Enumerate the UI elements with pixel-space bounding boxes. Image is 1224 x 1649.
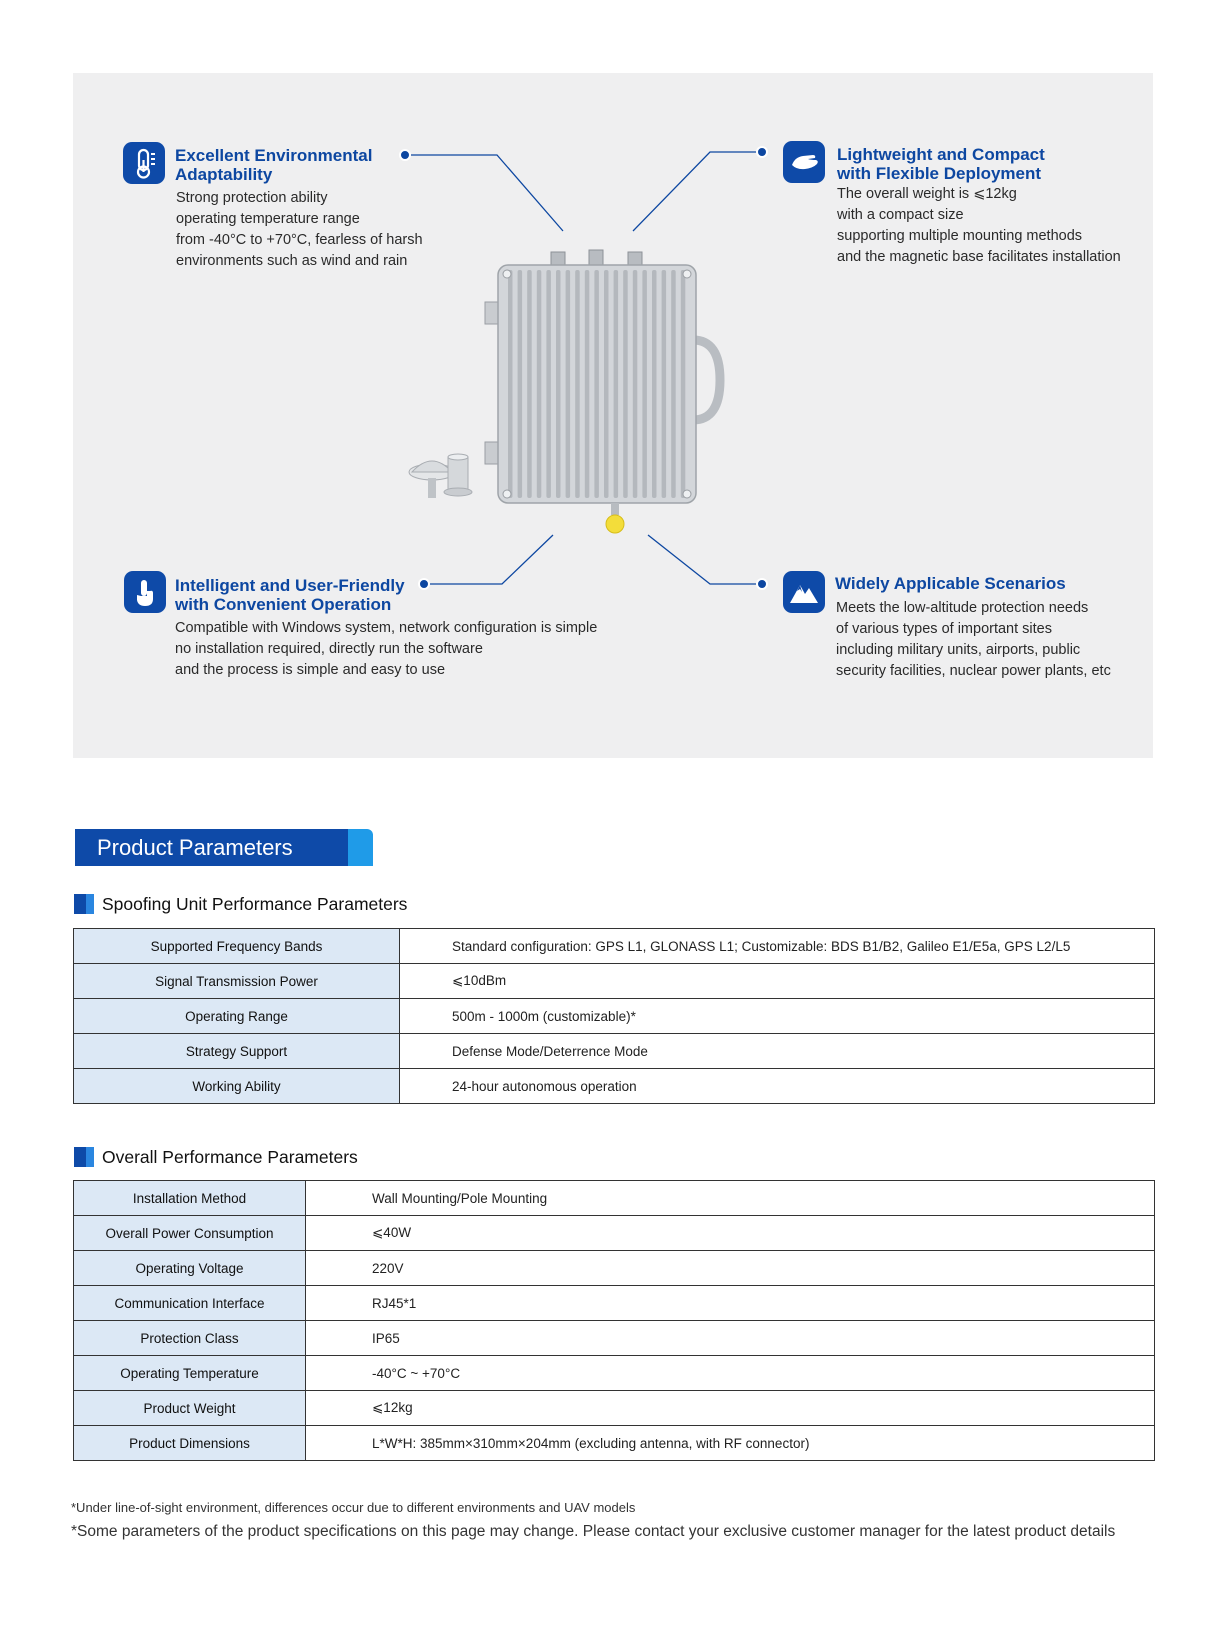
param-value: ⩽12kg (306, 1391, 1155, 1426)
spoofing-heading-text: Spoofing Unit Performance Parameters (102, 894, 408, 914)
feature-desc-line: Compatible with Windows system, network configuration is simple (175, 620, 598, 636)
table-row (74, 1181, 1155, 1216)
feature-desc-line: security facilities, nuclear power plants, etc (836, 663, 1111, 679)
feature-title (837, 145, 1045, 183)
table-row (74, 964, 1155, 999)
feature-desc-line: operating temperature range (176, 211, 360, 227)
param-value: ⩽40W (306, 1216, 1155, 1251)
overall-heading-text: Overall Performance Parameters (102, 1147, 358, 1167)
feature-title-line: Widely Applicable Scenarios (835, 574, 1066, 593)
param-label: Operating Temperature (74, 1356, 306, 1391)
feature-desc-line: including military units, airports, public (836, 642, 1081, 658)
table-row (74, 1286, 1155, 1321)
feature-desc-line: Strong protection ability (176, 190, 328, 206)
table-row (74, 1034, 1155, 1069)
param-label: Working Ability (74, 1069, 400, 1104)
param-value: RJ45*1 (306, 1286, 1155, 1321)
param-value: -40°C ~ +70°C (306, 1356, 1155, 1391)
thermometer-icon (123, 142, 165, 184)
table-row (74, 1069, 1155, 1104)
param-label: Product Weight (74, 1391, 306, 1426)
feature-description (176, 188, 423, 272)
feature-desc-line: supporting multiple mounting methods (837, 228, 1083, 244)
param-value: Defense Mode/Deterrence Mode (400, 1034, 1155, 1069)
feature-desc-line: with a compact size (837, 207, 964, 223)
param-value: 220V (306, 1251, 1155, 1286)
feature-description (836, 598, 1111, 682)
param-value: 24-hour autonomous operation (400, 1069, 1155, 1104)
feature-desc-line: environments such as wind and rain (176, 253, 408, 269)
feature-title-line: with Flexible Deployment (837, 164, 1042, 183)
feature-title (175, 146, 372, 184)
feature-title-line: Adaptability (175, 165, 273, 184)
feature-title-line: Lightweight and Compact (837, 145, 1045, 164)
table-row (74, 999, 1155, 1034)
param-label: Installation Method (74, 1181, 306, 1216)
param-value: L*W*H: 385mm×310mm×204mm (excluding antenna, with RF connector) (306, 1426, 1155, 1461)
feature-description (837, 184, 1121, 268)
table-row (74, 1356, 1155, 1391)
feature-desc-line: no installation required, directly run the software (175, 641, 483, 657)
feature-description (175, 618, 597, 681)
feature-title (835, 574, 1066, 593)
footnote-los: *Under line-of-sight environment, differences occur due to different environments and UAV models (71, 1500, 636, 1515)
hand-icon (783, 141, 825, 183)
feature-title-line: with Convenient Operation (175, 595, 392, 614)
param-value: IP65 (306, 1321, 1155, 1356)
table-row (74, 1391, 1155, 1426)
param-label: Signal Transmission Power (74, 964, 400, 999)
feature-desc-line: from -40°C to +70°C, fearless of harsh (176, 232, 423, 248)
table-row (74, 1251, 1155, 1286)
feature-title-line: Excellent Environmental (175, 146, 373, 165)
param-label: Overall Power Consumption (74, 1216, 306, 1251)
param-label: Strategy Support (74, 1034, 400, 1069)
feature-desc-line: and the process is simple and easy to use (175, 662, 446, 678)
spoofing-table (73, 928, 1155, 1104)
feature-title-line: Intelligent and User-Friendly (175, 576, 405, 595)
param-label: Operating Range (74, 999, 400, 1034)
table-row (74, 1216, 1155, 1251)
feature-desc-line: The overall weight is ⩽12kg (837, 186, 1017, 202)
param-label: Supported Frequency Bands (74, 929, 400, 964)
footnote-disclaimer: *Some parameters of the product specifications on this page may change. Please contact your exclusive customer manager for the latest product details (71, 1523, 1116, 1540)
table-row (74, 929, 1155, 964)
table-row (74, 1321, 1155, 1356)
table-row (74, 1426, 1155, 1461)
feature-title (175, 576, 405, 614)
mountain-icon (783, 571, 825, 613)
feature-desc-line: of various types of important sites (836, 621, 1052, 637)
param-value: ⩽10dBm (400, 964, 1155, 999)
param-label: Operating Voltage (74, 1251, 306, 1286)
touch-hand-icon (124, 571, 166, 613)
overall-table (73, 1180, 1155, 1461)
section-title: Product Parameters (97, 835, 293, 860)
param-label: Protection Class (74, 1321, 306, 1356)
param-value: Standard configuration: GPS L1, GLONASS L1; Customizable: BDS B1/B2, Galileo E1/E5a, GPS L2/L5 (400, 929, 1155, 964)
param-label: Product Dimensions (74, 1426, 306, 1461)
param-label: Communication Interface (74, 1286, 306, 1321)
section-banner (75, 829, 373, 866)
param-value: Wall Mounting/Pole Mounting (306, 1181, 1155, 1216)
feature-desc-line: and the magnetic base facilitates installation (837, 249, 1121, 265)
param-value: 500m - 1000m (customizable)* (400, 999, 1155, 1034)
feature-desc-line: Meets the low-altitude protection needs (836, 600, 1089, 616)
